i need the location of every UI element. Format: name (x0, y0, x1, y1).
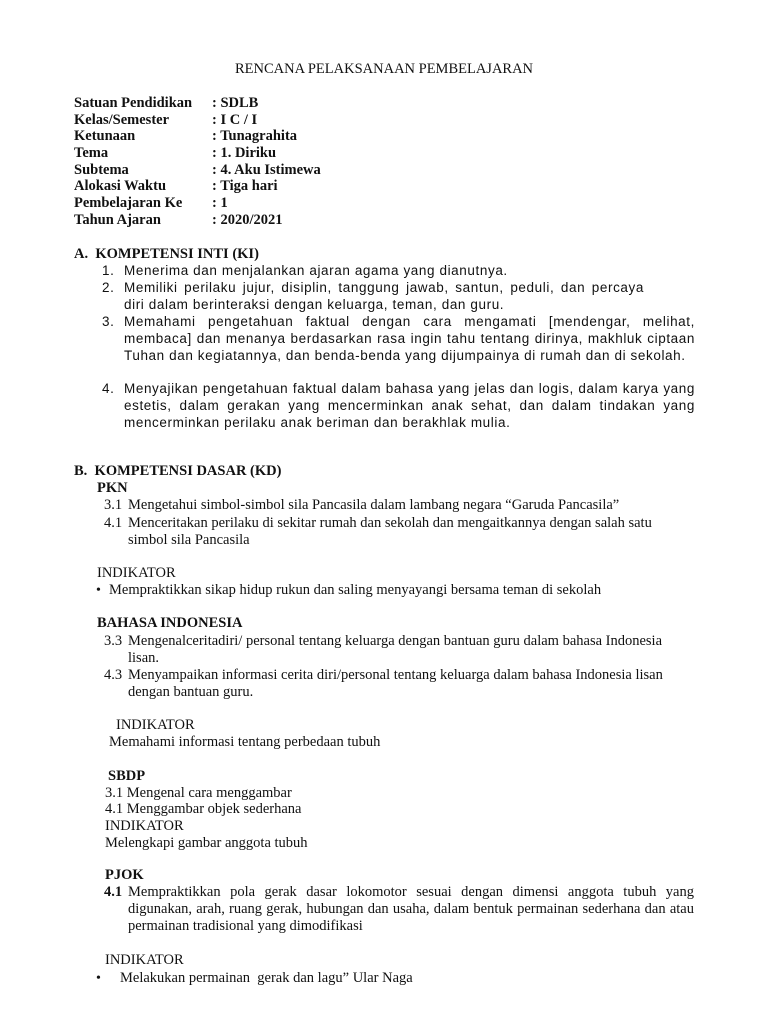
identity-value: : SDLB (212, 95, 259, 111)
indikator-label: INDIKATOR (97, 565, 176, 581)
bullet-icon: • (96, 971, 101, 986)
kd-item-text: Mengetahui simbol-simbol sila Pancasila dalam lambang negara “Garuda Pancasila” (128, 497, 620, 513)
kd-item-number: 4.1 (104, 884, 123, 900)
identity-value: : Tiga hari (212, 178, 278, 194)
identity-value: : I C / I (212, 112, 258, 128)
kd-item-text: Mengenalceritadiri/ personal tentang keluarga dengan bantuan guru dalam bahasa Indonesia (128, 633, 663, 649)
kd-item-number: 3.3 (104, 633, 123, 649)
identity-label: Pembelajaran Ke (74, 195, 183, 211)
identity-label: Ketunaan (74, 128, 136, 144)
identity-label: Satuan Pendidikan (74, 95, 193, 111)
subject-title-pjok: PJOK (105, 867, 144, 883)
kd-item-number: 3.1 (104, 497, 123, 513)
identity-value: : 1. Diriku (212, 145, 277, 161)
identity-label: Alokasi Waktu (74, 178, 167, 194)
subject-title-pkn: PKN (97, 480, 128, 496)
kd-item-number: 4.3 (104, 667, 123, 683)
identity-label: Kelas/Semester (74, 112, 170, 128)
indikator-label: INDIKATOR (105, 818, 184, 834)
identity-value: : Tunagrahita (212, 128, 298, 144)
indikator-label: INDIKATOR (116, 717, 195, 733)
kd-item-text: 3.1 Mengenal cara menggambar (105, 785, 292, 801)
section-heading-kd: B. KOMPETENSI DASAR (KD) (74, 463, 282, 479)
identity-value: : 4. Aku Istimewa (212, 162, 321, 178)
subject-title-sbdp: SBDP (108, 768, 146, 784)
kd-item-text: 4.1 Menggambar objek sederhana (105, 801, 302, 817)
ki-item-number: 2. (102, 280, 115, 295)
indikator-text: Mempraktikkan sikap hidup rukun dan saling menyayangi bersama teman di sekolah (109, 582, 602, 598)
kd-item-text: Menyampaikan informasi cerita diri/personal tentang keluarga dalam bahasa Indonesia lisan (128, 667, 663, 683)
identity-label: Tema (74, 145, 109, 161)
section-heading-ki: A. KOMPETENSI INTI (KI) (74, 246, 259, 262)
identity-value: : 2020/2021 (212, 212, 283, 228)
kd-item-text-continued: dengan bantuan guru. (128, 684, 254, 700)
indikator-label: INDIKATOR (105, 952, 184, 968)
indikator-text: Melakukan permainan gerak dan lagu” Ular Naga (120, 970, 413, 986)
kd-item-text: Mempraktikkan pola gerak dasar lokomotor sesuai dengan dimensi anggota tubuh yang digunakan, arah, ruang gerak, hubungan dan usaha, dalam bentuk permainan sederhana dan atau permainan tradisional yang dimodifikasi (128, 884, 694, 934)
ki-item-number: 4. (102, 381, 115, 396)
ki-item-text: Menyajikan pengetahuan faktual dalam bahasa yang jelas dan logis, dalam karya yang estetis, dalam gerakan yang mencerminkan anak sehat, dan dalam tindakan yang mencerminkan perilaku anak beriman dan berakhlak mulia. (124, 381, 695, 430)
ki-item-text: Memahami pengetahuan faktual dengan cara mengamati [mendengar, melihat, membaca] dan menanya berdasarkan rasa ingin tahu tentang dirinya, makhluk ciptaan Tuhan dan kegiatannya, dan benda-benda yang dijumpainya di rumah dan di sekolah. (124, 314, 695, 363)
ki-item-number: 3. (102, 314, 115, 329)
bullet-icon: • (96, 583, 101, 598)
page-title: RENCANA PELAKSANAAN PEMBELAJARAN (234, 61, 534, 77)
ki-item-text: Menerima dan menjalankan ajaran agama yang dianutnya. (124, 263, 508, 278)
kd-item-text-continued: lisan. (128, 650, 160, 666)
kd-item-text: Menceritakan perilaku di sekitar rumah dan sekolah dan mengaitkannya dengan salah satu (128, 515, 652, 531)
identity-value: : 1 (212, 195, 228, 211)
kd-item-text-continued: simbol sila Pancasila (128, 532, 250, 548)
ki-item-number: 1. (102, 263, 115, 278)
ki-item-text: Memiliki perilaku jujur, disiplin, tanggung jawab, santun, peduli, dan percaya diri dalam berinteraksi dengan keluarga, teman, dan guru. (124, 280, 644, 312)
subject-title-bahasa-indonesia: BAHASA INDONESIA (97, 615, 243, 631)
indikator-text: Melengkapi gambar anggota tubuh (105, 835, 308, 851)
identity-label: Subtema (74, 162, 129, 178)
kd-item-number: 4.1 (104, 515, 123, 531)
indikator-text: Memahami informasi tentang perbedaan tubuh (109, 734, 381, 750)
identity-label: Tahun Ajaran (74, 212, 161, 228)
